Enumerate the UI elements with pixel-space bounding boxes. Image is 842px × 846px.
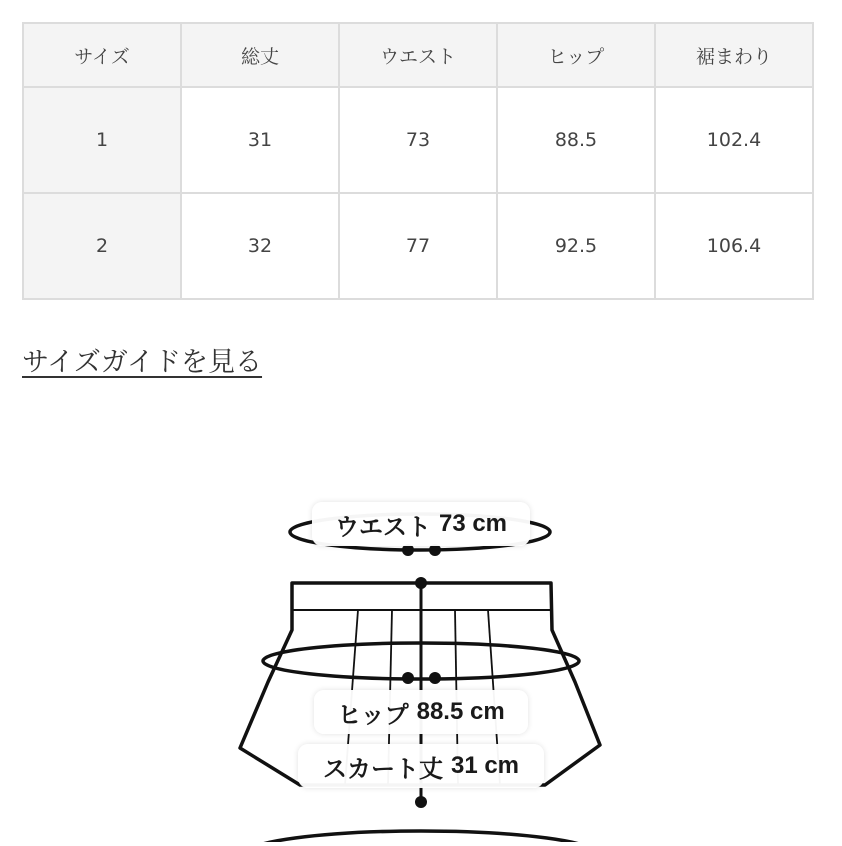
table-row xyxy=(23,193,813,299)
cell-hem-circumference: 106.4 xyxy=(655,193,813,299)
skirt-length-label: スカート丈 xyxy=(322,755,443,783)
size-table xyxy=(22,22,814,300)
waist-measure-label xyxy=(312,502,530,546)
skirt-length-measure-label xyxy=(298,744,544,788)
cell-hip: 92.5 xyxy=(497,193,655,299)
size-guide-link[interactable]: サイズガイドを見る xyxy=(22,347,263,378)
cell-waist: 77 xyxy=(339,193,497,299)
cell-hem-circumference: 102.4 xyxy=(655,87,813,193)
hip-label: ヒップ xyxy=(337,701,409,729)
header-hip: ヒップ xyxy=(497,23,655,87)
cell-total-length: 31 xyxy=(181,87,339,193)
waist-label: ウエスト xyxy=(334,513,431,541)
size-table-header-row xyxy=(23,23,813,87)
header-waist: ウエスト xyxy=(339,23,497,87)
header-size: サイズ xyxy=(23,23,181,87)
header-hem-circumference: 裾まわり xyxy=(655,23,813,87)
skirt-length-value: 31 cm xyxy=(450,752,520,779)
header-total-length: 総丈 xyxy=(181,23,339,87)
cell-size: 2 xyxy=(23,193,181,299)
cell-hip: 88.5 xyxy=(497,87,655,193)
cell-waist: 73 xyxy=(339,87,497,193)
skirt-measurement-diagram xyxy=(0,460,842,842)
waist-value: 73 cm xyxy=(438,510,508,537)
table-row xyxy=(23,87,813,193)
cell-total-length: 32 xyxy=(181,193,339,299)
hem-ring xyxy=(243,831,599,842)
cell-size: 1 xyxy=(23,87,181,193)
hip-value: 88.5 cm xyxy=(416,698,505,725)
hip-measure-label xyxy=(314,690,528,734)
